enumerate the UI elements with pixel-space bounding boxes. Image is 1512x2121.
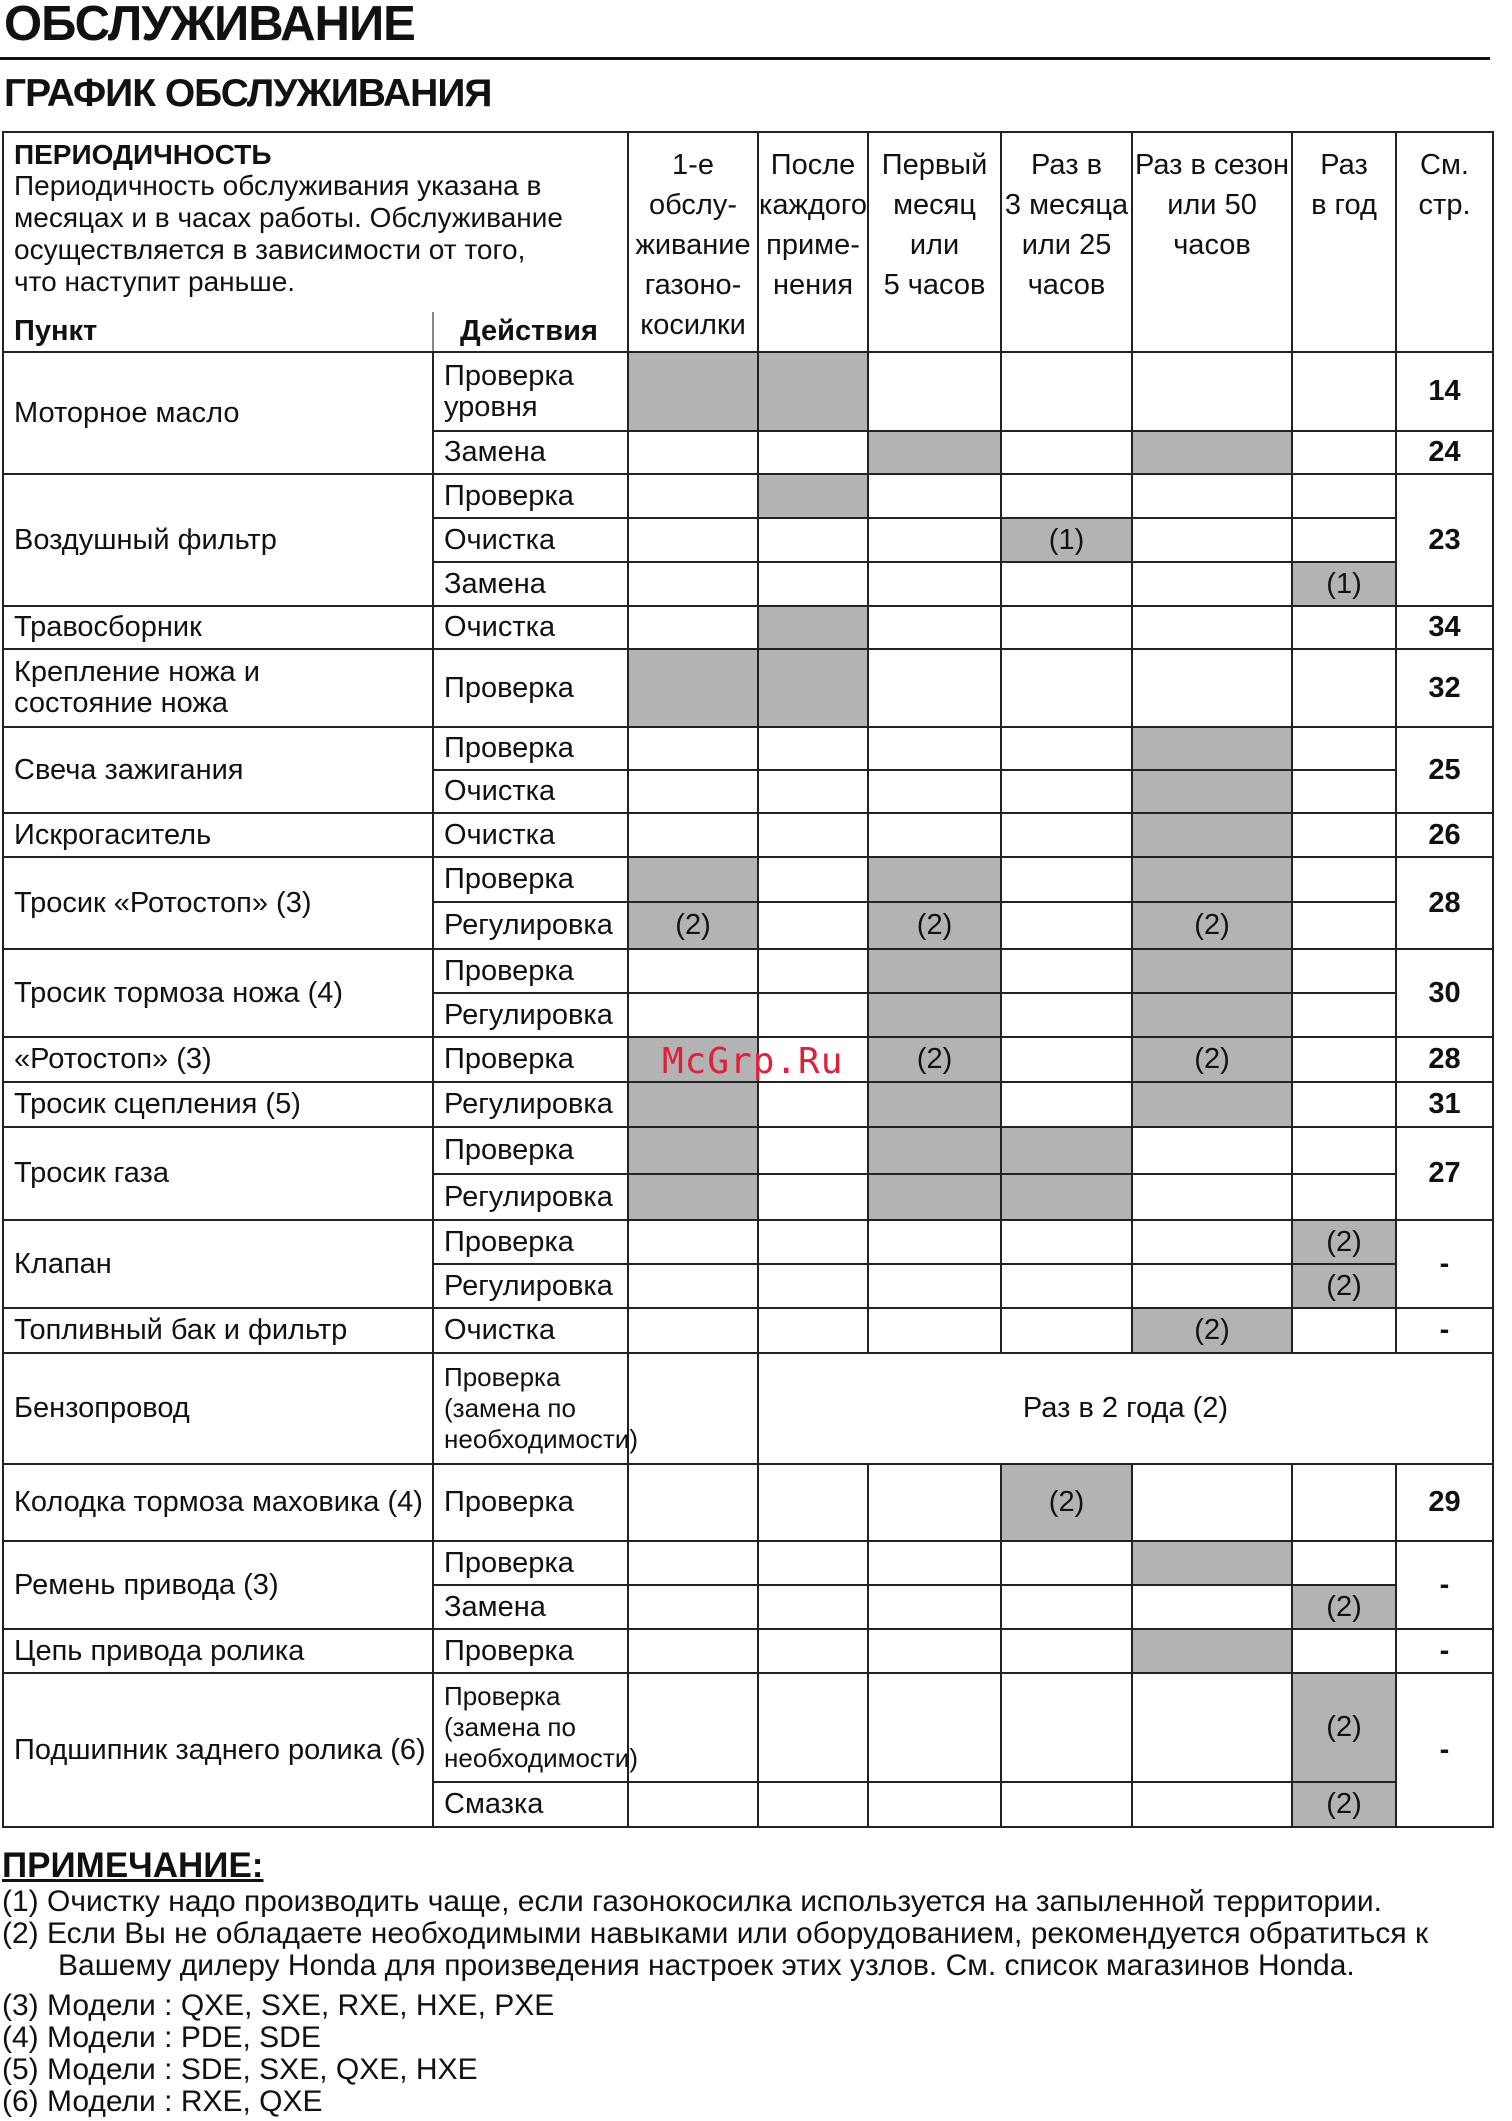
table-row — [3, 649, 1493, 727]
row-action: Проверка — [433, 1629, 628, 1673]
row-action: Проверка — [433, 857, 628, 902]
row-action: Проверка — [433, 1037, 628, 1082]
note-mark: (1) — [1001, 518, 1132, 562]
page-ref: 29 — [1396, 1464, 1493, 1541]
row-action: Проверка — [433, 649, 628, 727]
row-action: Очистка — [433, 606, 628, 649]
row-action: Регулировка — [433, 1174, 628, 1220]
col-3-months: Раз в 3 месяца или 25 часов — [1001, 132, 1132, 352]
periodicity-cell — [3, 132, 628, 312]
page-ref: 34 — [1396, 606, 1493, 649]
table-row — [3, 857, 1493, 902]
row-item: Свеча зажигания — [3, 727, 433, 813]
row-action: Замена — [433, 1585, 628, 1629]
row-item: Тросик тормоза ножа (4) — [3, 949, 433, 1037]
note-mark: (2) — [1292, 1220, 1396, 1264]
page-ref: 27 — [1396, 1127, 1493, 1220]
col-first-service: 1-е обслу- живание газоно- косилки — [628, 132, 758, 352]
periodicity-title: ПЕРИОДИЧНОСТЬ — [14, 139, 272, 170]
page-ref: 28 — [1396, 857, 1493, 949]
table-row — [3, 352, 1493, 431]
page-ref: - — [1396, 1673, 1493, 1827]
row-action: Регулировка — [433, 902, 628, 949]
row-action: Проверка — [433, 727, 628, 770]
table-row — [3, 1220, 1493, 1264]
note-mark: (2) — [1292, 1673, 1396, 1782]
col-each-use: После каждого приме- нения — [758, 132, 868, 352]
note-mark: (2) — [1132, 1308, 1292, 1353]
page-ref: 30 — [1396, 949, 1493, 1037]
row-item: Колодка тормоза маховика (4) — [3, 1464, 433, 1541]
maintenance-schedule-table — [2, 131, 1494, 1828]
row-action: Проверка — [433, 1464, 628, 1541]
note-mark: (2) — [1292, 1782, 1396, 1827]
row-item: Бензопровод — [3, 1353, 433, 1464]
note-item: (3) Модели : QXE, SXE, RXE, HXE, PXE — [2, 1989, 555, 2022]
table-row — [3, 1308, 1493, 1353]
table-row — [3, 1082, 1493, 1127]
table-row — [3, 1464, 1493, 1541]
row-action: Проверка — [433, 949, 628, 993]
row-item: Крепление ножа и состояние ножа — [3, 649, 433, 727]
page-ref: - — [1396, 1629, 1493, 1673]
row-item: Тросик газа — [3, 1127, 433, 1220]
note-mark: (2) — [1001, 1464, 1132, 1541]
note-item: (1) Очистку надо производить чаще, если газонокосилка используется на запыленной территории. — [2, 1885, 1382, 1918]
row-action: Проверка — [433, 1127, 628, 1174]
row-action: Регулировка — [433, 1264, 628, 1308]
col-yearly: Раз в год — [1292, 132, 1396, 352]
notes-title: ПРИМЕЧАНИЕ: — [2, 1846, 264, 1885]
row-item: Топливный бак и фильтр — [3, 1308, 433, 1353]
table-row — [3, 949, 1493, 993]
row-item: Клапан — [3, 1220, 433, 1308]
periodicity-line: Периодичность обслуживания указана в — [14, 170, 542, 201]
table-row — [3, 1629, 1493, 1673]
row-item: Тросик сцепления (5) — [3, 1082, 433, 1127]
periodicity-line: осуществляется в зависимости от того, — [14, 234, 526, 265]
page-ref: - — [1396, 1308, 1493, 1353]
note-item: Вашему дилеру Honda для произведения настроек этих узлов. См. список магазинов Honda. — [58, 1949, 1355, 1982]
page-title: ОБСЛУЖИВАНИЕ — [4, 0, 415, 51]
note-mark: (2) — [868, 902, 1001, 949]
note-mark: (2) — [628, 902, 758, 949]
row-action: Проверка уровня — [433, 352, 628, 431]
row-action: Проверка (замена по необходимости) — [433, 1673, 628, 1782]
note-item: (5) Модели : SDE, SXE, QXE, HXE — [2, 2053, 478, 2086]
page-ref: 28 — [1396, 1037, 1493, 1082]
page-ref: 26 — [1396, 813, 1493, 857]
note-mark: (2) — [868, 1037, 1001, 1082]
note-mark: (2) — [1132, 1037, 1292, 1082]
page-ref: 23 — [1396, 474, 1493, 606]
row-action: Очистка — [433, 813, 628, 857]
watermark: McGrp.Ru — [662, 1041, 844, 1082]
note-mark: (2) — [1292, 1264, 1396, 1308]
col-item-label: Пункт — [3, 312, 433, 352]
row-action: Смазка — [433, 1782, 628, 1827]
table-row — [3, 474, 1493, 518]
notes-section — [2, 1846, 1510, 2118]
table-row — [3, 813, 1493, 857]
table-row — [3, 1127, 1493, 1174]
note-mark: (1) — [1292, 562, 1396, 606]
table-row — [3, 606, 1493, 649]
row-action: Проверка (замена по необходимости) — [433, 1353, 628, 1464]
page-ref: 31 — [1396, 1082, 1493, 1127]
section-title: ГРАФИК ОБСЛУЖИВАНИЯ — [4, 72, 492, 115]
note-mark: (2) — [1292, 1585, 1396, 1629]
table-row — [3, 1673, 1493, 1782]
table-row — [3, 727, 1493, 770]
row-action: Очистка — [433, 1308, 628, 1353]
row-item: Подшипник заднего ролика (6) — [3, 1673, 433, 1827]
row-action: Очистка — [433, 770, 628, 813]
row-action: Очистка — [433, 518, 628, 562]
table-row — [3, 1353, 1493, 1464]
row-item: Воздушный фильтр — [3, 474, 433, 606]
row-item: Травосборник — [3, 606, 433, 649]
page-ref: - — [1396, 1220, 1493, 1308]
row-item: Цепь привода ролика — [3, 1629, 433, 1673]
row-item: Моторное масло — [3, 352, 433, 474]
row-action: Регулировка — [433, 1082, 628, 1127]
row-item: Искрогаситель — [3, 813, 433, 857]
note-mark: (2) — [1132, 902, 1292, 949]
col-first-month: Первый месяц или 5 часов — [868, 132, 1001, 352]
row-action: Проверка — [433, 1220, 628, 1264]
col-page: См. стр. — [1396, 132, 1493, 352]
note-item: (2) Если Вы не обладаете необходимыми навыками или оборудованием, рекомендуется обратиться к — [2, 1917, 1429, 1950]
row-item: Ремень привода (3) — [3, 1541, 433, 1629]
table-row — [3, 1541, 1493, 1585]
periodicity-line: месяцах и в часах работы. Обслуживание — [14, 202, 563, 233]
page-ref: 24 — [1396, 431, 1493, 474]
page-ref: 14 — [1396, 352, 1493, 431]
col-action-label: Действия — [433, 312, 628, 352]
header-row — [3, 132, 1493, 312]
periodicity-line: что наступит раньше. — [14, 266, 296, 297]
row-item: Тросик «Ротостоп» (3) — [3, 857, 433, 949]
title-rule — [0, 57, 1490, 60]
row-action: Замена — [433, 562, 628, 606]
every-2-years-cell: Раз в 2 года (2) — [758, 1353, 1493, 1464]
row-action: Регулировка — [433, 993, 628, 1037]
row-action: Проверка — [433, 474, 628, 518]
page-ref: 32 — [1396, 649, 1493, 727]
col-season: Раз в сезон или 50 часов — [1132, 132, 1292, 352]
row-item: «Ротостоп» (3) — [3, 1037, 433, 1082]
row-action: Проверка — [433, 1541, 628, 1585]
page-ref: - — [1396, 1541, 1493, 1629]
row-action: Замена — [433, 431, 628, 474]
note-item: (6) Модели : RXE, QXE — [2, 2085, 323, 2118]
note-item: (4) Модели : PDE, SDE — [2, 2021, 321, 2054]
page-ref: 25 — [1396, 727, 1493, 813]
